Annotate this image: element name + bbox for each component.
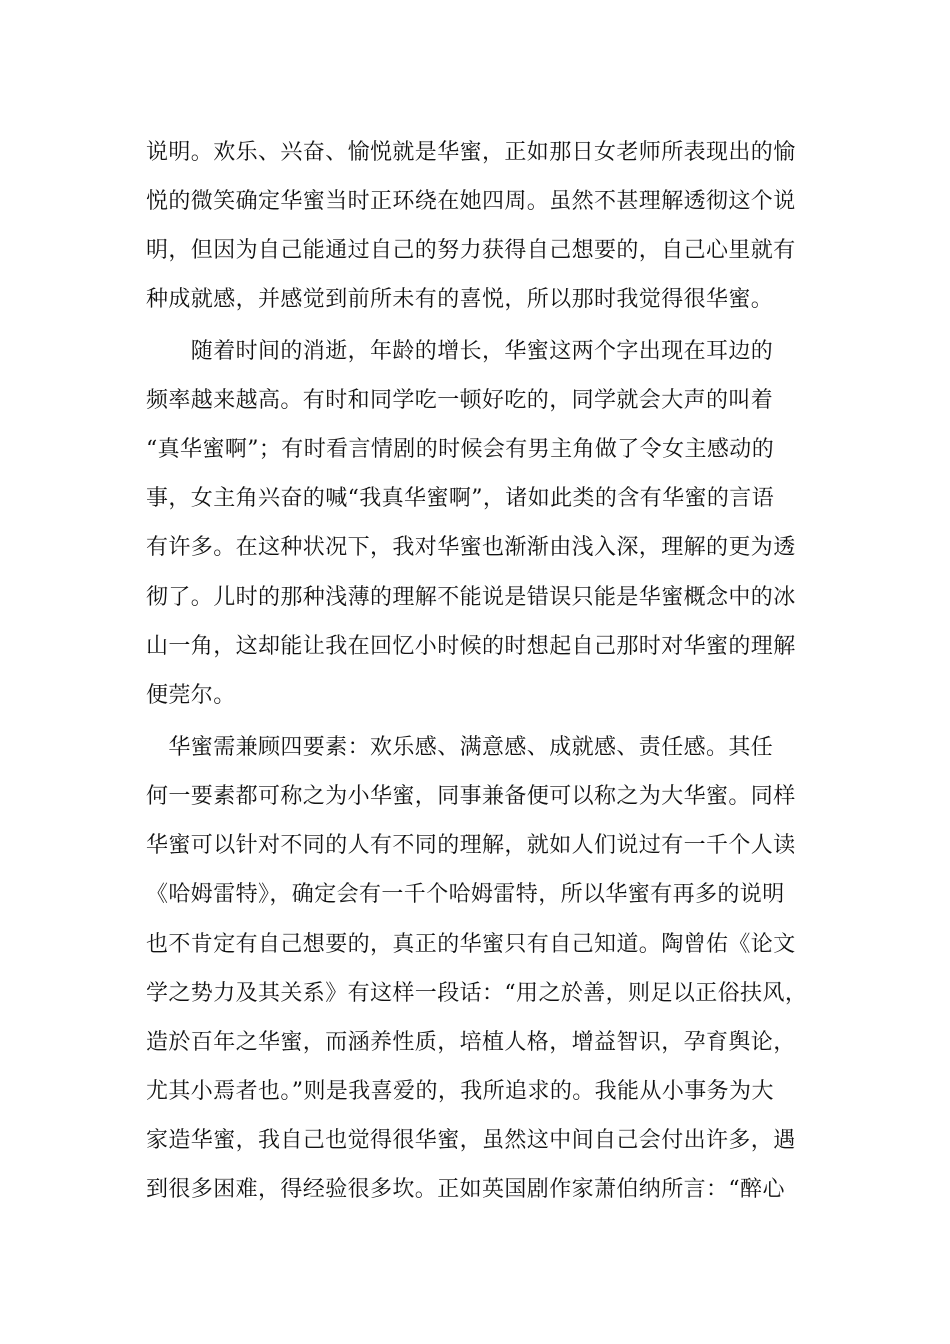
text-line-12: 便莞尔。 [146,683,236,708]
text-line-14: 何一要素都可称之为小华蜜，同事兼备便可以称之为大华蜜。同样 [146,784,796,809]
text-line-6: 频率越来越高。有时和同学吃一顿好吃的，同学就会大声的叫着 [146,388,774,413]
text-line-9: 有许多。在这种状况下，我对华蜜也渐渐由浅入深，理解的更为透 [146,535,796,560]
text-line-16: 《哈姆雷特》，确定会有一千个哈姆雷特，所以华蜜有再多的说明 [146,882,785,907]
text-line-4: 种成就感，并感觉到前所未有的喜悦，所以那时我觉得很华蜜。 [146,287,774,312]
text-line-20: 尤其小焉者也。”则是我喜爱的，我所追求的。我能从小事务为大 [146,1079,774,1104]
text-line-18: 学之势力及其关系》有这样一段话：“用之於善，则足以正俗扶风， [146,981,808,1006]
text-line-2: 悦的微笑确定华蜜当时正环绕在她四周。虽然不甚理解透彻这个说 [146,189,796,214]
text-line-19: 造於百年之华蜜，而涵养性质，培植人格，增益智识，孕育舆论， [146,1030,796,1055]
text-line-3: 明，但因为自己能通过自己的努力获得自己想要的，自己心里就有 [146,238,796,263]
text-line-11: 山一角，这却能让我在回忆小时候的时想起自己那时对华蜜的理解 [146,634,796,659]
text-line-7: “真华蜜啊”；有时看言情剧的时候会有男主角做了令女主感动的 [146,437,775,462]
text-line-17: 也不肯定有自己想要的，真正的华蜜只有自己知道。陶曾佑《论文 [146,932,796,957]
text-line-1: 说明。欢乐、兴奋、愉悦就是华蜜，正如那日女老师所表现出的愉 [146,140,796,165]
text-line-5: 随着时间的消逝，年龄的增长，华蜜这两个字出现在耳边的 [146,339,774,364]
text-line-13: 华蜜需兼顾四要素：欢乐感、满意感、成就感、责任感。其任 [146,735,774,760]
text-line-22: 到很多困难，得经验很多坎。正如英国剧作家萧伯纳所言：“醉心 [146,1177,785,1202]
text-line-8: 事，女主角兴奋的喊“我真华蜜啊”，诸如此类的含有华蜜的言语 [146,486,775,511]
text-line-21: 家造华蜜，我自己也觉得很华蜜，虽然这中间自己会付出许多，遇 [146,1128,796,1153]
text-line-15: 华蜜可以针对不同的人有不同的理解，就如人们说过有一千个人读 [146,833,796,858]
text-line-10: 彻了。儿时的那种浅薄的理解不能说是错误只能是华蜜概念中的冰 [146,585,796,610]
